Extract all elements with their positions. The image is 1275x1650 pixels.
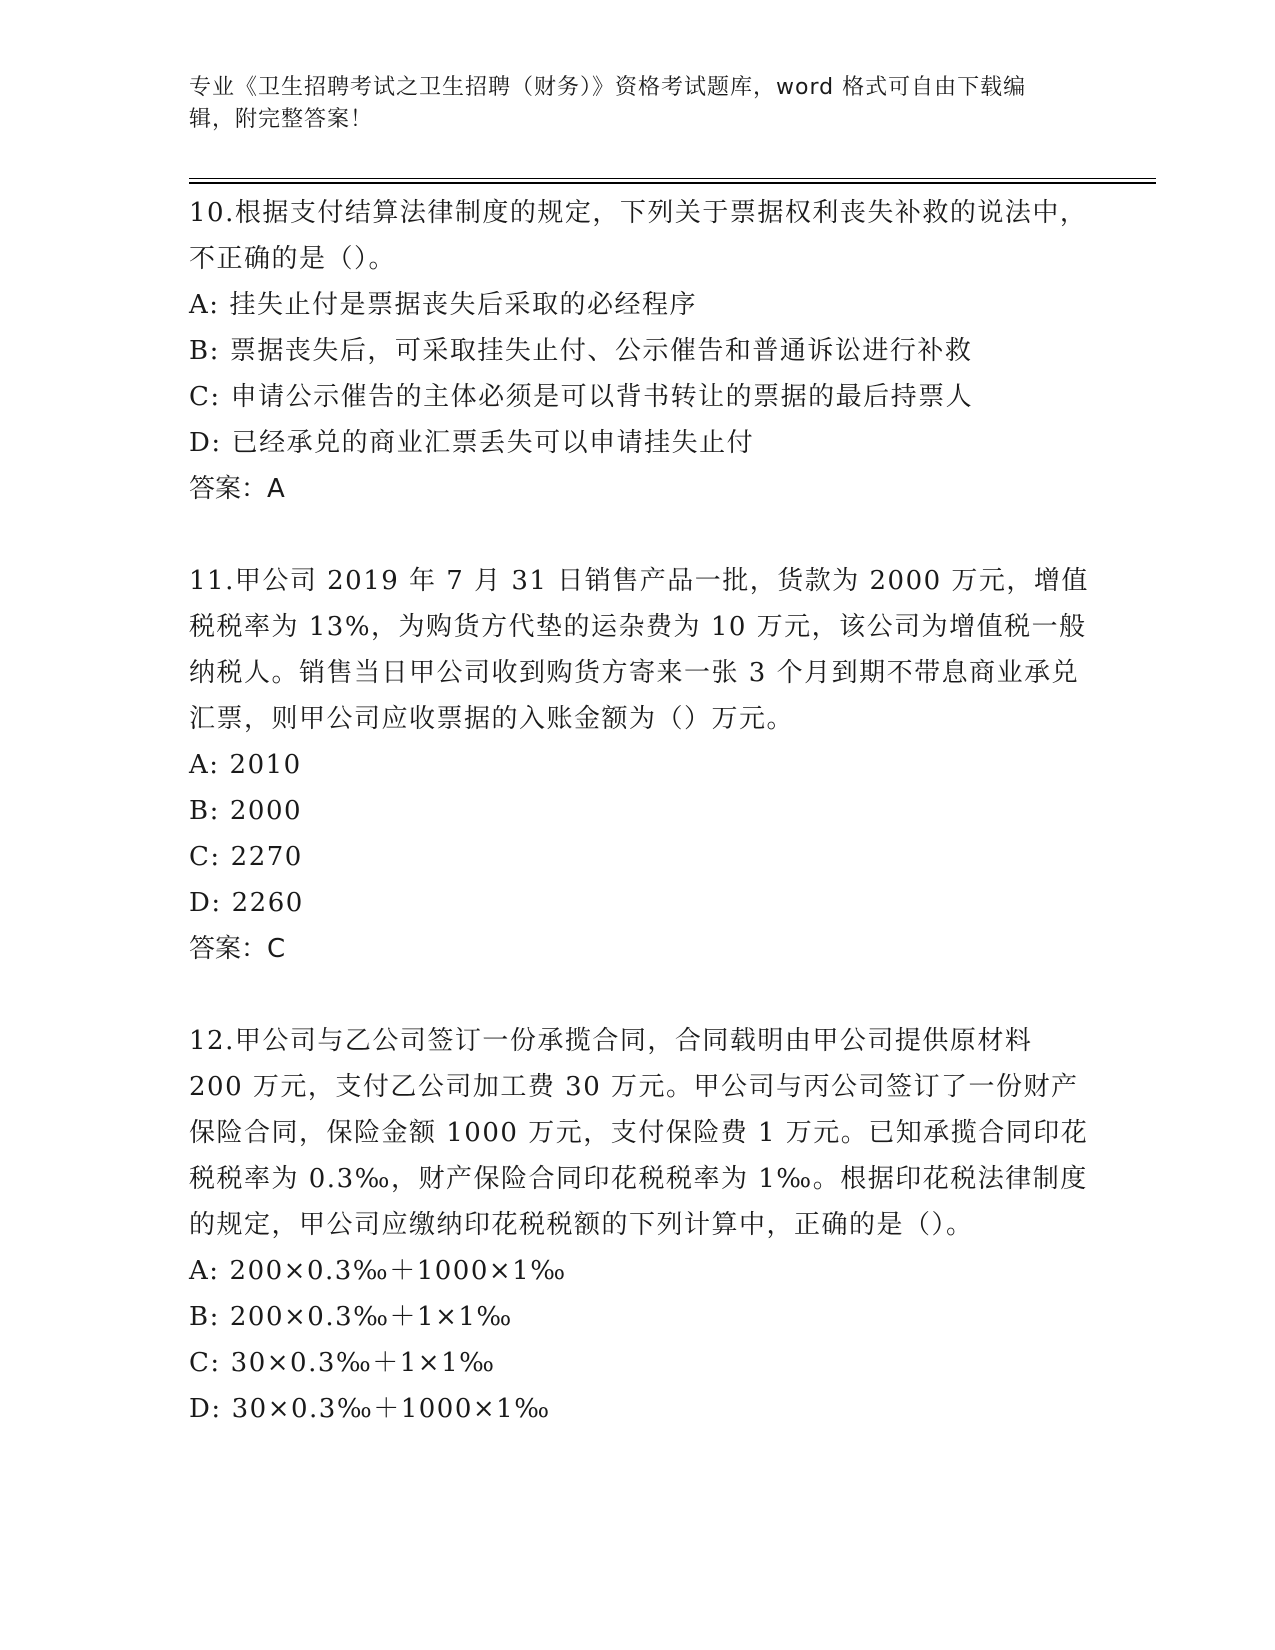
option-label: C:: [189, 382, 221, 412]
option-c: [189, 1340, 1089, 1386]
option-label: C:: [189, 842, 221, 872]
spacer: [189, 512, 1089, 558]
option-b: [189, 328, 1089, 374]
answer: 答案：A: [189, 474, 285, 504]
option-text: 2010: [229, 750, 302, 780]
option-a: [189, 1248, 1089, 1294]
option-text: 票据丧失后，可采取挂失止付、公示催告和普通诉讼进行补救: [229, 336, 973, 366]
question-10: [189, 190, 1089, 512]
option-d: [189, 420, 1089, 466]
option-label: D:: [189, 888, 222, 918]
option-a: [189, 282, 1089, 328]
option-text: 挂失止付是票据丧失后采取的必经程序: [229, 290, 698, 320]
option-text: 2000: [229, 796, 303, 826]
option-label: C:: [189, 1348, 221, 1378]
question-list: [189, 190, 1089, 1432]
option-text: 2270: [230, 842, 303, 872]
option-label: A:: [189, 1256, 220, 1286]
option-a: [189, 742, 1089, 788]
option-label: B:: [189, 336, 220, 366]
document-header: 专业《卫生招聘考试之卫生招聘（财务）》资格考试题库，word 格式可自由下载编辑，附完整答案！: [189, 75, 1027, 132]
option-text: 已经承兑的商业汇票丢失可以申请挂失止付: [231, 428, 755, 458]
answer: 答案：C: [189, 934, 286, 964]
spacer: [189, 972, 1089, 1018]
question-12: [189, 1018, 1089, 1432]
option-text: 2260: [231, 888, 304, 918]
option-b: [189, 788, 1089, 834]
option-b: [189, 1294, 1089, 1340]
option-text: 30×0.3‰＋1000×1‰: [231, 1394, 551, 1424]
option-label: A:: [189, 290, 220, 320]
option-c: [189, 374, 1089, 420]
option-d: [189, 880, 1089, 926]
question-stem: 10.根据支付结算法律制度的规定，下列关于票据权利丧失补救的说法中，不正确的是（）。: [189, 198, 1088, 274]
option-text: 200×0.3‰＋1000×1‰: [229, 1256, 567, 1286]
question-stem: 11.甲公司 2019 年 7 月 31 日销售产品一批，货款为 2000 万元，增值税税率为 13%，为购货方代垫的运杂费为 10 万元，该公司为增值税一般纳税人。销售当日甲公司收到购货方寄来一张 3 个月到期不带息商业承兑汇票，则甲公司应收票据的入账金额为（）万元。: [189, 566, 1089, 734]
header-rule-thin: [189, 178, 1156, 179]
header-rule-thick: [189, 182, 1156, 184]
option-text: 30×0.3‰＋1×1‰: [230, 1348, 496, 1378]
question-11: [189, 558, 1089, 972]
option-label: B:: [189, 1302, 220, 1332]
option-d: [189, 1386, 1089, 1432]
option-label: B:: [189, 796, 220, 826]
question-stem: 12.甲公司与乙公司签订一份承揽合同，合同载明由甲公司提供原材料 200 万元，支付乙公司加工费 30 万元。甲公司与丙公司签订了一份财产保险合同，保险金额 1000 万元，支付保险费 1 万元。已知承揽合同印花税税率为 0.3‰，财产保险合同印花税税率为 1‰。根据印花税法律制度的规定，甲公司应缴纳印花税税额的下列计算中，正确的是（）。: [189, 1026, 1089, 1240]
option-label: D:: [189, 1394, 222, 1424]
option-c: [189, 834, 1089, 880]
option-label: D:: [189, 428, 222, 458]
option-text: 200×0.3‰＋1×1‰: [229, 1302, 513, 1332]
option-text: 申请公示催告的主体必须是可以背书转让的票据的最后持票人: [230, 382, 974, 412]
option-label: A:: [189, 750, 220, 780]
